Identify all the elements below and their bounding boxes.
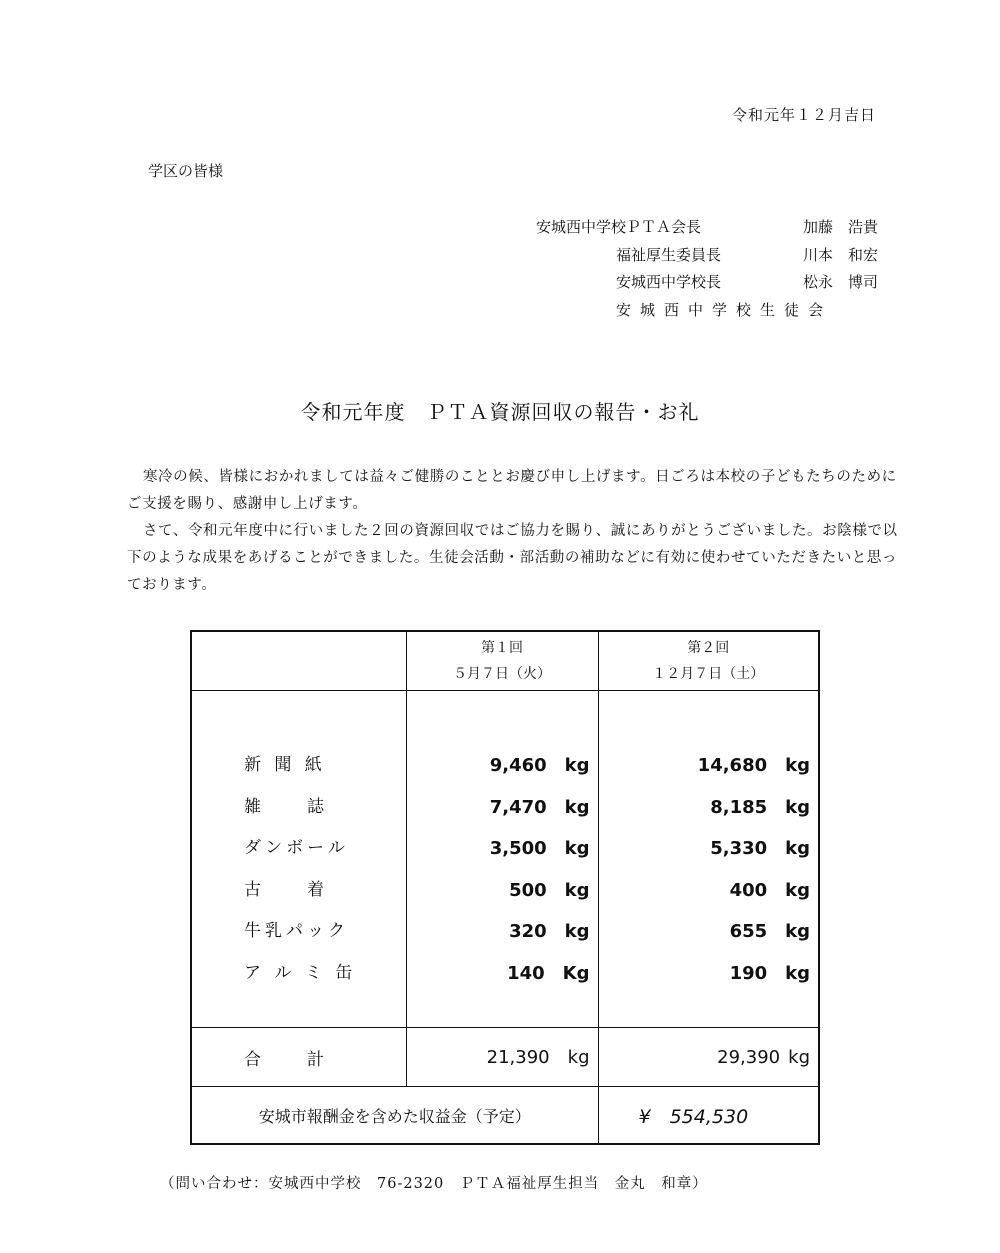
- sender-name: 川本 和宏: [802, 245, 878, 264]
- sender-role: 安城西中学校生徒会: [616, 300, 833, 319]
- item-name: 牛乳パック: [244, 921, 349, 941]
- round2-value: 400 kg: [729, 879, 810, 901]
- round2-label: 第２回: [687, 640, 730, 656]
- round1-value: 320 kg: [509, 921, 590, 942]
- collection-report-table: [190, 630, 820, 1145]
- header-round2: [598, 631, 819, 691]
- round1-date: ５月７日（火）: [453, 666, 551, 682]
- sender-row: [536, 269, 878, 297]
- body-paragraph: さて、令和元年度中に行いました２回の資源回収ではご協力を賜り、誠にありがとうございました。お陰様で以下のような成果をあげることができました。生徒会活動・部活動の補助などに有効に使わせていただきたいと思っております。: [127, 523, 898, 593]
- round1-value: 7,470 kg: [489, 796, 590, 818]
- sender-block: [536, 214, 878, 324]
- total-label: 合 計: [191, 1028, 406, 1087]
- round2-date: １２月７日（土）: [652, 666, 765, 682]
- addressee: 学区の皆様: [148, 162, 224, 180]
- total-round1: 21,390 kg: [406, 1028, 598, 1087]
- round1-value: 9,460 kg: [489, 755, 590, 776]
- round1-values-cell: [406, 691, 598, 1028]
- header-empty-cell: [191, 631, 406, 691]
- sender-row: [536, 242, 878, 270]
- item-name: 新 聞 紙: [244, 755, 326, 775]
- sender-row: [536, 214, 878, 242]
- document-date: 令和元年１２月吉日: [731, 106, 876, 124]
- item-name: ダンボール: [244, 838, 349, 858]
- contact-info: （問い合わせ：安城西中学校 76-2320 ＰＴＡ福祉厚生担当 金丸 和章）: [160, 1176, 708, 1192]
- sender-name: 加藤 浩貴: [802, 218, 878, 236]
- round2-value: 14,680 kg: [697, 755, 810, 776]
- revenue-label: 安城市報酬金を含めた収益金（予定）: [191, 1087, 598, 1145]
- round2-value: 190 kg: [729, 962, 810, 984]
- body-paragraph: 寒冷の候、皆様におかれましては益々ご健勝のこととお慶び申し上げます。日ごろは本校の子どもたちのためにご支援を賜り、感謝申し上げます。: [127, 469, 897, 512]
- item-name: 古 着: [244, 879, 328, 900]
- round1-value: 500 kg: [509, 879, 590, 901]
- round2-value: 5,330 kg: [710, 838, 810, 859]
- letter-body: [127, 464, 905, 599]
- header-round1: [406, 631, 598, 691]
- total-round2: 29,390 kg: [598, 1028, 819, 1087]
- sender-role: 安城西中学校ＰＴＡ会長: [536, 218, 702, 236]
- item-name: ア ル ミ 缶: [244, 962, 357, 983]
- round1-value: 140 Kg: [507, 962, 590, 984]
- round1-value: 3,500 kg: [489, 838, 590, 859]
- items-row: [191, 691, 819, 1028]
- item-names-cell: [191, 691, 406, 1028]
- table-header-row: [191, 631, 819, 691]
- round2-values-cell: [598, 691, 819, 1028]
- page-title: 令和元年度 ＰＴＡ資源回収の報告・お礼: [300, 400, 700, 424]
- sender-row: [536, 297, 878, 325]
- total-row: [191, 1028, 819, 1087]
- revenue-row: [191, 1087, 819, 1145]
- round2-value: 655 kg: [729, 921, 810, 942]
- sender-role: 福祉厚生委員長: [616, 245, 722, 264]
- sender-role: 安城西中学校長: [616, 273, 722, 291]
- item-name: 雑 誌: [244, 796, 328, 817]
- sender-name: 松永 博司: [802, 273, 878, 291]
- revenue-value: ¥ 554,530: [598, 1087, 819, 1145]
- round1-label: 第１回: [481, 640, 523, 656]
- round2-value: 8,185 kg: [710, 796, 810, 818]
